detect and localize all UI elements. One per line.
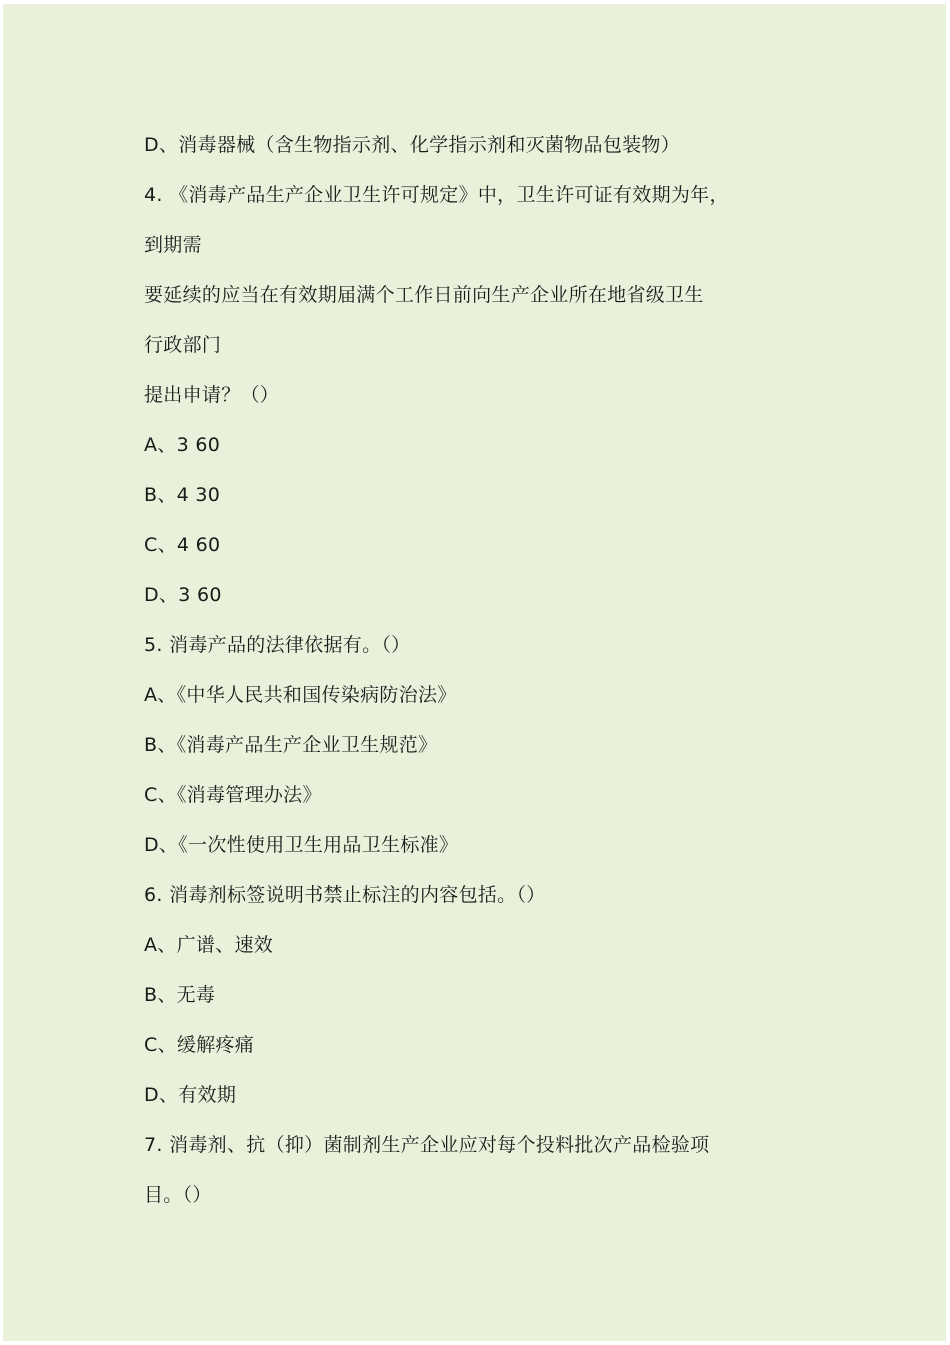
option-c-q6: C、缓解疼痛 [144,1034,255,1056]
option-c-q5: C、《消毒管理办法》 [144,784,322,806]
question-4-line-3: 要延续的应当在有效期届满个工作日前向生产企业所在地省级卫生 [144,284,704,306]
question-5: 5. 消毒产品的法律依据有。（） [144,634,411,656]
option-d-q6: D、有效期 [144,1084,237,1106]
option-d-q5: D、《一次性使用卫生用品卫生标准》 [144,834,459,856]
option-a-q5: A、《中华人民共和国传染病防治法》 [144,684,457,706]
option-b-q6: B、无毒 [144,984,216,1006]
question-6: 6. 消毒剂标签说明书禁止标注的内容包括。（） [144,884,546,906]
option-a-q4: A、3 60 [144,434,221,456]
document-body [144,124,844,1224]
option-d-q4: D、3 60 [144,584,222,606]
question-4-line-5: 提出申请？（） [144,384,280,406]
question-4-line-4: 行政部门 [144,334,222,356]
question-4-line-2: 到期需 [144,234,202,256]
question-7-line-1: 7. 消毒剂、抗（抑）菌制剂生产企业应对每个投料批次产品检验项 [144,1134,710,1156]
option-d-q3: D、消毒器械（含生物指示剂、化学指示剂和灭菌物品包装物） [144,134,681,156]
option-a-q6: A、广谱、速效 [144,934,274,956]
document-page [3,4,946,1341]
option-c-q4: C、4 60 [144,534,221,556]
question-4-line-1: 4. 《消毒产品生产企业卫生许可规定》中，卫生许可证有效期为年， [144,184,729,206]
option-b-q5: B、《消毒产品生产企业卫生规范》 [144,734,438,756]
question-7-line-2: 目。（） [144,1184,212,1206]
option-b-q4: B、4 30 [144,484,221,506]
